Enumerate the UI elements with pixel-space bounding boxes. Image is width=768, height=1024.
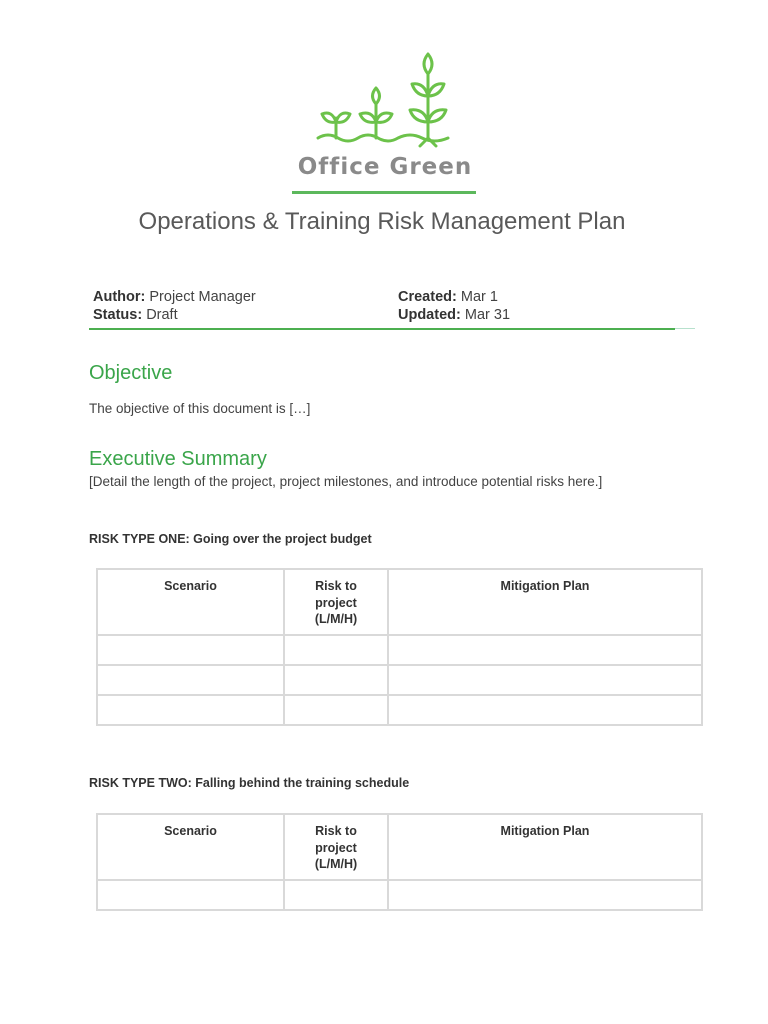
table-row — [97, 665, 702, 695]
table-header-row — [97, 569, 702, 635]
author-label: Author: — [93, 289, 146, 305]
meta-created — [398, 289, 498, 305]
objective-text: The objective of this document is […] — [89, 401, 311, 416]
author-value: Project Manager — [149, 289, 256, 305]
table-row — [97, 695, 702, 725]
column-header-scenario: Scenario — [97, 569, 284, 635]
table-header-row — [97, 814, 702, 880]
meta-divider — [89, 328, 675, 330]
risk-two-table — [96, 813, 703, 911]
column-header-mitigation: Mitigation Plan — [388, 569, 702, 635]
risk-one-heading: RISK TYPE ONE: Going over the project budget — [89, 532, 372, 546]
table-cell[interactable] — [388, 665, 702, 695]
table-cell[interactable] — [97, 635, 284, 665]
table-cell[interactable] — [284, 880, 388, 910]
table-row — [97, 880, 702, 910]
brand-name: Office Green — [297, 154, 473, 180]
brand-underline — [292, 191, 476, 194]
meta-status — [93, 307, 178, 323]
meta-updated — [398, 307, 510, 323]
updated-label: Updated: — [398, 307, 461, 323]
executive-summary-heading: Executive Summary — [89, 448, 267, 470]
table-cell[interactable] — [388, 695, 702, 725]
table-cell[interactable] — [388, 880, 702, 910]
document-title: Operations & Training Risk Management Plan — [138, 208, 626, 235]
risk-one-table — [96, 568, 703, 726]
column-header-risk: Risk to project (L/M/H) — [284, 569, 388, 635]
table-cell[interactable] — [388, 635, 702, 665]
column-header-risk: Risk to project (L/M/H) — [284, 814, 388, 880]
status-label: Status: — [93, 307, 143, 323]
table-cell[interactable] — [284, 695, 388, 725]
table-cell[interactable] — [284, 635, 388, 665]
executive-summary-text: [Detail the length of the project, project milestones, and introduce potential risks here.] — [89, 474, 603, 489]
sprouting-plants-icon — [314, 52, 454, 148]
meta-divider-tail — [675, 328, 695, 329]
table-cell[interactable] — [97, 695, 284, 725]
created-value: Mar 1 — [460, 289, 498, 305]
office-green-logo — [292, 52, 478, 198]
objective-heading: Objective — [89, 362, 173, 384]
updated-value: Mar 31 — [464, 307, 511, 323]
table-row — [97, 635, 702, 665]
created-label: Created: — [398, 289, 457, 305]
table-cell[interactable] — [97, 665, 284, 695]
risk-two-heading: RISK TYPE TWO: Falling behind the training schedule — [89, 776, 410, 790]
status-value: Draft — [146, 307, 178, 323]
table-cell[interactable] — [284, 665, 388, 695]
meta-author — [93, 289, 256, 305]
table-cell[interactable] — [97, 880, 284, 910]
column-header-scenario: Scenario — [97, 814, 284, 880]
column-header-mitigation: Mitigation Plan — [388, 814, 702, 880]
